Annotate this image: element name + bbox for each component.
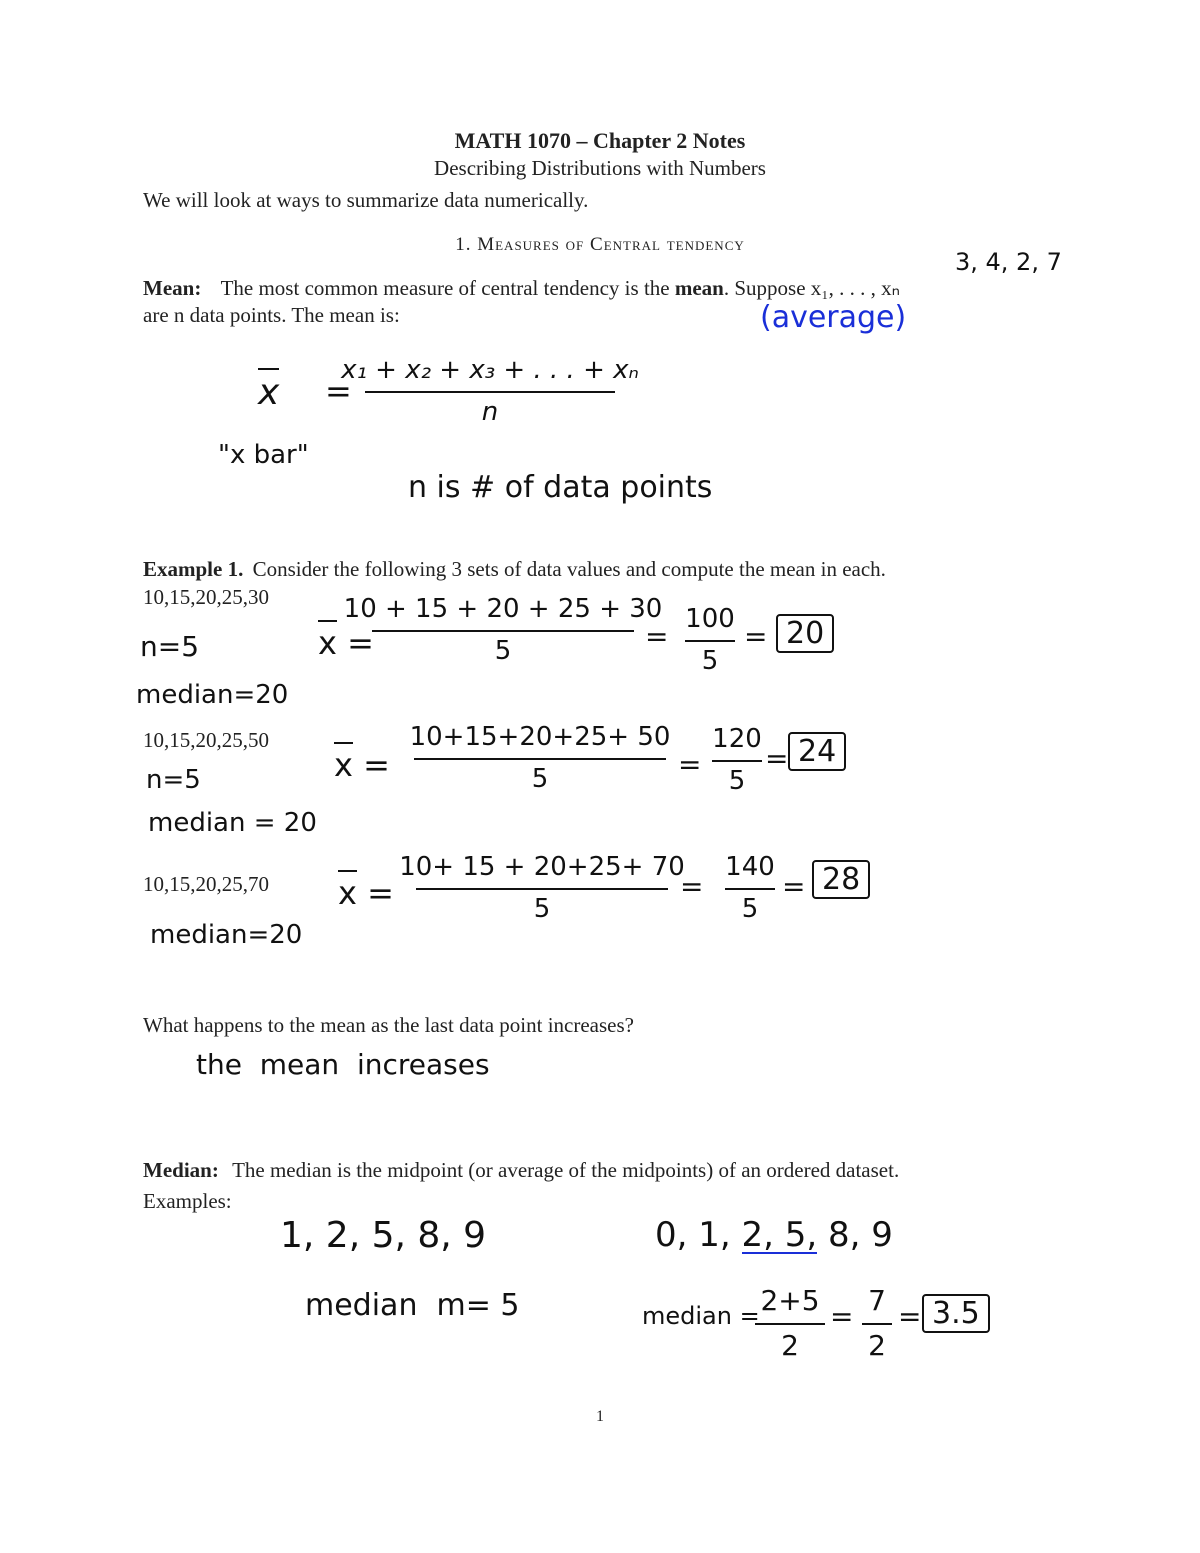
dataset-1-equals: = (645, 620, 669, 653)
dataset-2-fraction (409, 722, 671, 794)
formula-equals: = (325, 372, 352, 410)
mean-formula-numerator: x₁ + x₂ + x₃ + . . . + xₙ (341, 355, 639, 385)
dataset-2-equals: = (678, 748, 702, 781)
median-example-2-middle-values: 2, 5, (741, 1215, 818, 1255)
dataset-3-numerator: 10+ 15 + 20+25+ 70 (399, 852, 685, 882)
dataset-3-denominator2: 5 (741, 894, 759, 924)
xbar-label: "x bar" (218, 440, 309, 470)
dataset-1-fraction (343, 594, 663, 666)
median-example-2-equals2: = (898, 1300, 922, 1333)
median-definition (143, 1158, 899, 1183)
fraction-bar (372, 630, 634, 632)
dataset-2-numerator: 10+15+20+25+ 50 (409, 722, 671, 752)
median-example-2-label: median = (642, 1302, 760, 1330)
median-label: Median: (143, 1158, 219, 1182)
dataset-1-median: median=20 (136, 680, 289, 710)
examples-label: Examples: (143, 1189, 232, 1213)
dataset-1-n: n=5 (140, 630, 200, 663)
section-heading: 1. Measures of Central tendency (455, 234, 745, 255)
dataset-3-result: 28 (812, 860, 870, 899)
n-note: n is # of data points (408, 470, 713, 505)
fraction-bar (416, 888, 668, 890)
median-example-1-data: 1, 2, 5, 8, 9 (280, 1215, 487, 1256)
median-example-2-numerator2: 7 (868, 1284, 886, 1317)
mean-bold-word: mean (674, 276, 724, 300)
median-example-2-denominator: 2 (781, 1329, 799, 1362)
page-number: 1 (596, 1408, 604, 1425)
median-example-1-result: median m= 5 (305, 1288, 520, 1323)
fraction-bar (685, 640, 735, 642)
dataset-2-xbar: x = (334, 742, 390, 784)
fraction-bar (365, 391, 615, 393)
dataset-2-n: n=5 (146, 765, 201, 795)
handwritten-values-note: 3, 4, 2, 7 (955, 248, 1062, 276)
median-text: The median is the midpoint (or average of the midpoints) of an ordered dataset. (232, 1158, 900, 1182)
median-example-2-numerator: 2+5 (760, 1284, 820, 1317)
xbar-symbol: x (258, 368, 279, 413)
handwritten-average-note: (average) (760, 300, 907, 335)
formula-xbar (258, 368, 279, 413)
fraction-bar (414, 758, 666, 760)
fraction-bar (725, 888, 775, 890)
mean-text-part2: . Suppose x₁, . . . , xₙ (723, 276, 900, 300)
dataset-3-xbar: x = (338, 870, 394, 912)
dataset-3-equals2: = (782, 870, 806, 903)
dataset-1-fraction2 (685, 604, 735, 676)
dataset-3-fraction (399, 852, 685, 924)
dataset-2-median: median = 20 (148, 808, 317, 838)
page-title: MATH 1070 – Chapter 2 Notes (454, 128, 746, 153)
dataset-1-denominator: 5 (494, 636, 512, 666)
dataset-3-fraction2 (725, 852, 775, 924)
fraction-bar (755, 1323, 825, 1325)
mean-definition-line2: are n data points. The mean is: (143, 303, 400, 327)
question-text: What happens to the mean as the last data point increases? (143, 1013, 634, 1037)
median-example-2-data-part3: 8, 9 (817, 1215, 893, 1255)
dataset-2: 10,15,20,25,50 (143, 728, 269, 752)
dataset-1-numerator2: 100 (685, 604, 735, 634)
dataset-2-denominator: 5 (531, 764, 549, 794)
median-example-2-result: 3.5 (922, 1294, 990, 1333)
mean-formula-fraction (341, 355, 639, 427)
dataset-2-denominator2: 5 (728, 766, 746, 796)
dataset-1-equals2: = (744, 620, 768, 653)
median-example-2-data-part1: 0, 1, (655, 1215, 742, 1255)
mean-text-part1: The most common measure of central tendency is the (220, 276, 675, 300)
mean-label: Mean: (143, 276, 202, 300)
dataset-1-xbar: x = (318, 620, 374, 662)
example1-text: Consider the following 3 sets of data values and compute the mean in each. (252, 557, 886, 581)
page-subtitle: Describing Distributions with Numbers (434, 156, 766, 180)
dataset-3-median: median=20 (150, 920, 303, 950)
dataset-1: 10,15,20,25,30 (143, 585, 269, 609)
median-example-2-fraction (755, 1284, 825, 1362)
dataset-3-equals: = (680, 870, 704, 903)
fraction-bar (712, 760, 762, 762)
example1-label: Example 1. (143, 557, 244, 581)
intro-text: We will look at ways to summarize data numerically. (143, 188, 589, 212)
dataset-2-result: 24 (788, 732, 846, 771)
mean-definition (143, 276, 900, 301)
dataset-1-numerator: 10 + 15 + 20 + 25 + 30 (343, 594, 663, 624)
fraction-bar (862, 1323, 892, 1325)
dataset-1-result: 20 (776, 614, 834, 653)
median-example-2-denominator2: 2 (868, 1329, 886, 1362)
median-example-2-equals: = (830, 1300, 854, 1333)
dataset-3-numerator2: 140 (725, 852, 775, 882)
median-example-2-data (655, 1215, 893, 1255)
dataset-3: 10,15,20,25,70 (143, 872, 269, 896)
mean-formula-denominator: n (481, 397, 499, 427)
dataset-2-fraction2 (712, 724, 762, 796)
dataset-2-equals2: = (765, 742, 789, 775)
dataset-3-denominator: 5 (533, 894, 551, 924)
dataset-2-numerator2: 120 (712, 724, 762, 754)
dataset-1-denominator2: 5 (701, 646, 719, 676)
question-answer: the mean increases (196, 1048, 490, 1081)
median-example-2-fraction2 (862, 1284, 892, 1362)
example1-intro (143, 557, 886, 582)
